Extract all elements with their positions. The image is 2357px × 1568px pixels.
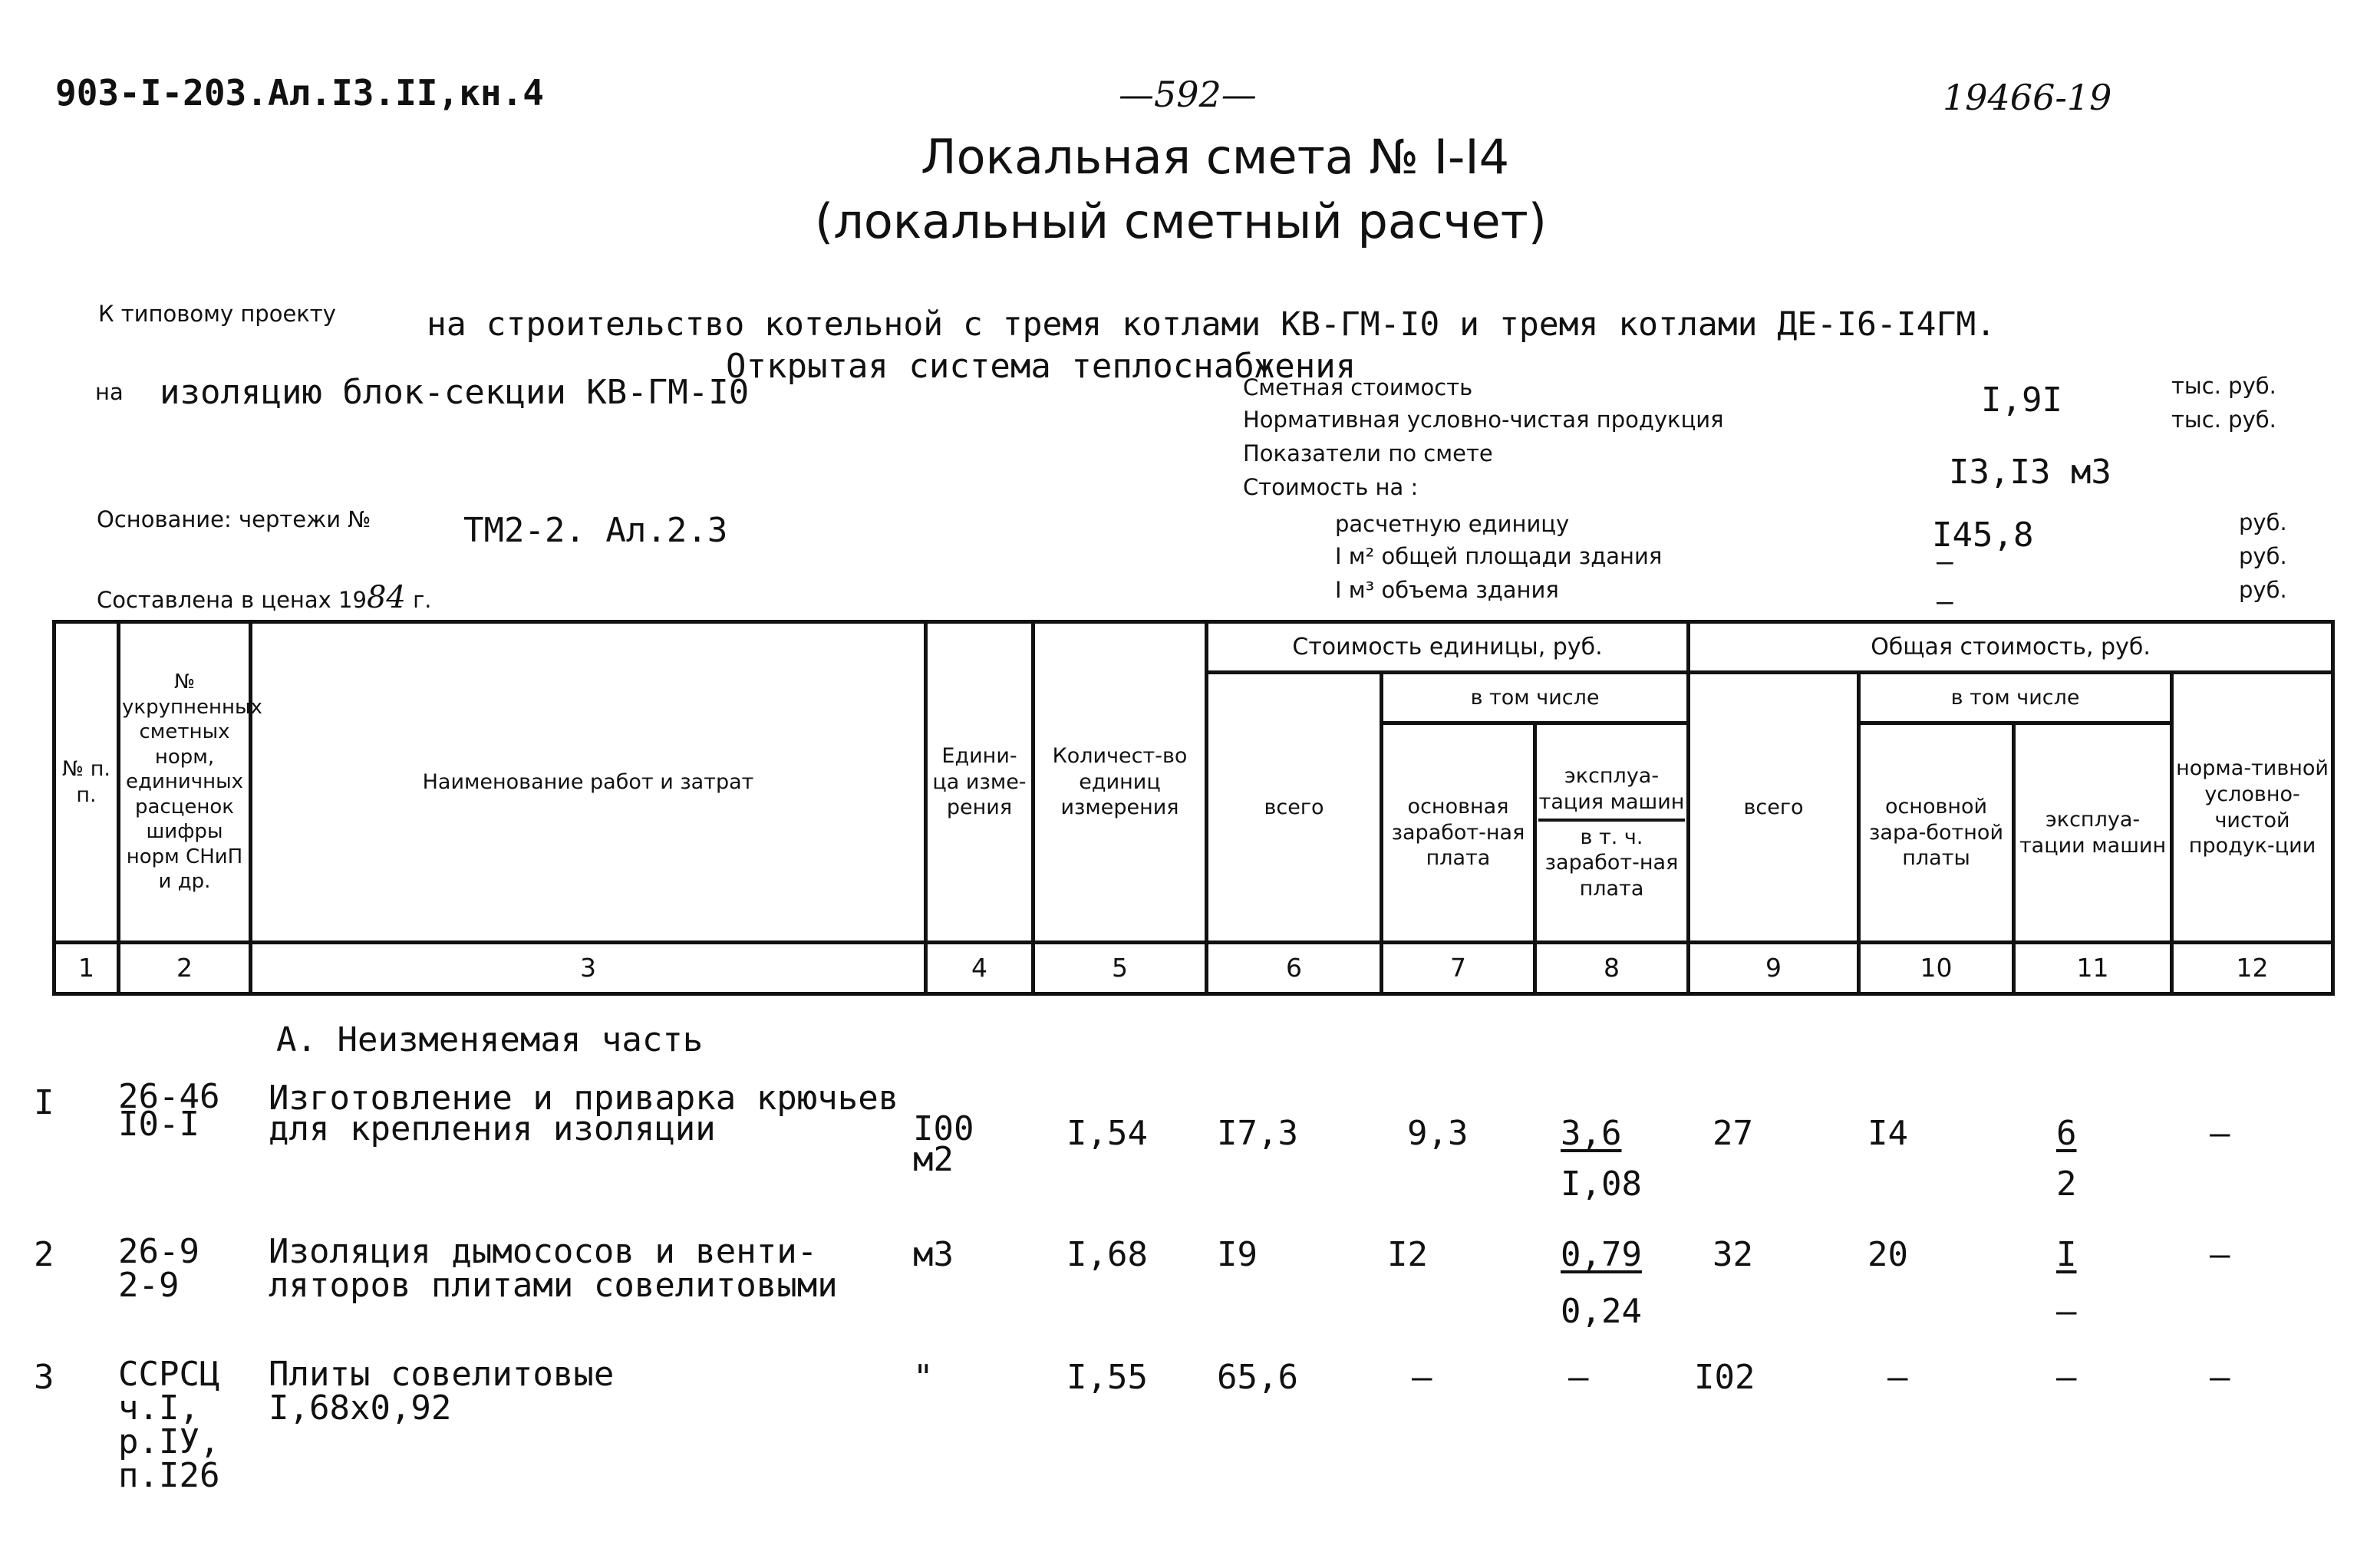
col-index-8: 8 [1535,943,1689,994]
to-project-value: на строительство котельной с тремя котлами КВ-ГМ-I0 и тремя котлами ДЕ-I6-I4ГМ. [427,305,1996,344]
row-code [118,1355,220,1495]
row-unit: м3 [913,1235,954,1274]
system-line: Открытая система теплоснабжения [726,347,1357,386]
row-net-production: – [2210,1114,2230,1153]
row-name [269,1355,615,1428]
basis-label: Основание: чертежи № [97,506,371,532]
row-unit-cost-machines-salary: I,08 [1561,1164,1642,1204]
col-index-1: 1 [54,943,119,994]
estimated-cost-unit: тыс. руб. [2171,373,2276,399]
row-total-machines-salary: – [2056,1292,2077,1331]
row-quantity: I,68 [1066,1235,1148,1274]
prices-label [97,580,432,615]
row-net-production: – [2210,1358,2230,1397]
col-net-production-header: норма-тивной условно-чистой продук-ции [2172,673,2333,943]
col-index-7: 7 [1382,943,1535,994]
col-index-12: 12 [2172,943,2333,994]
row-number: 2 [34,1235,54,1274]
row-unit-cost-machines: – [1568,1358,1589,1397]
total-cost-group-header: Общая стоимость, руб. [1689,622,2333,673]
to-project-label: К типовому проекту [98,301,336,327]
row-name-line: Плиты совелитовые [269,1355,615,1394]
net-production-label: Нормативная условно-чистая продукция [1243,407,1724,433]
net-production-value: I,9I [1981,380,2062,420]
row-unit-line: I00 [913,1109,974,1148]
section-title: А. Неизменяемая часть [276,1020,704,1059]
row-number: I [34,1083,54,1122]
estimate-header-table [52,620,2335,996]
col-qty-header: Количест-во единиц измерения [1033,622,1207,943]
row-total: 32 [1713,1235,1753,1274]
basis-value: ТМ2-2. Ал.2.3 [463,511,728,550]
row-total: 27 [1713,1114,1753,1153]
col-unit-salary-header: основная заработ-ная плата [1382,723,1535,943]
row-number: 3 [34,1358,54,1397]
volume-cost-label: I м³ объема здания [1335,577,1559,603]
unit-cost-group-header: Стоимость единицы, руб. [1207,622,1689,673]
col-unit-header: Едини-ца изме-рения [926,622,1033,943]
area-cost-value: – [1937,546,1953,578]
row-unit-cost-total: I9 [1217,1235,1258,1274]
row-code-line: п.I26 [118,1456,220,1495]
row-code-line: ССРСЦ [118,1355,220,1394]
row-total-salary: I4 [1867,1114,1908,1153]
machines-salary-header: в т. ч. заработ-ная плата [1544,825,1679,901]
estimated-cost-label: Сметная стоимость [1243,374,1473,400]
estimate-title: Локальная смета № I-I4 [921,129,1510,185]
col-index-5: 5 [1033,943,1207,994]
col-number-header: № п. п. [54,622,119,943]
col-index-6: 6 [1207,943,1382,994]
inventory-number: 19466-19 [1943,77,2112,118]
row-quantity: I,55 [1066,1358,1148,1397]
row-unit-line: м2 [913,1140,954,1179]
row-unit-cost-machines-salary: 0,24 [1561,1292,1642,1331]
row-unit-cost-salary: – [1412,1358,1432,1397]
on-label: на [95,379,124,405]
unit-cost-label: расчетную единицу [1335,511,1570,537]
row-total-machines: I [2056,1235,2077,1274]
row-unit-cost-salary: I2 [1387,1235,1428,1274]
row-code-line: 26-9 [118,1232,199,1271]
row-total: I02 [1694,1358,1755,1397]
area-cost-unit: руб. [2239,543,2287,569]
col-index-9: 9 [1689,943,1859,994]
row-total-machines: 6 [2056,1114,2077,1153]
row-code [118,1232,199,1305]
col-index-11: 11 [2014,943,2172,994]
prices-suffix: г. [413,587,432,613]
row-unit-cost-machines: 0,79 [1561,1235,1642,1274]
row-quantity: I,54 [1066,1114,1148,1153]
row-code-line: р.IУ, [118,1422,220,1461]
row-code-line: 2-9 [118,1266,180,1305]
row-total-machines: – [2056,1358,2077,1397]
net-production-unit: тыс. руб. [2171,407,2276,433]
row-unit-cost-machines: 3,6 [1561,1114,1622,1153]
col-index-2: 2 [119,943,251,994]
indicators-label: Показатели по смете [1243,440,1493,466]
unit-cost-unit: руб. [2239,509,2287,535]
col-unit-total-header: всего [1207,673,1382,943]
row-code [118,1077,220,1144]
col-code-header: № укрупненных сметных норм, единичных расценок шифры норм СНиП и др. [119,622,251,943]
row-name-line: I,68х0,92 [269,1388,452,1428]
volume-cost-unit: руб. [2239,577,2287,603]
page-number: —592— [1119,74,1257,115]
estimate-subtitle: (локальный сметный расчет) [815,193,1547,249]
prices-year: 84 [366,580,406,615]
row-total-machines-salary: 2 [2056,1164,2077,1204]
row-name-line: для крепления изоляции [269,1109,716,1148]
col-total-header: всего [1689,673,1859,943]
document-code: 903-I-203.Ал.I3.II,кн.4 [55,72,544,114]
unit-cost-value: I45,8 [1932,516,2034,555]
row-code-line: ч.I, [118,1388,199,1428]
row-total-salary: – [1887,1358,1908,1397]
col-index-10: 10 [1859,943,2014,994]
area-cost-label: I м² общей площади здания [1335,543,1663,569]
on-value: изоляцию блок-секции КВ-ГМ-I0 [160,373,750,412]
row-net-production: – [2210,1235,2230,1274]
row-code-line: I0-I [118,1105,199,1144]
total-including-header: в том числе [1859,673,2172,723]
row-code-line: 26-46 [118,1077,220,1116]
row-name-line: ляторов плитами совелитовыми [269,1266,838,1305]
volume-cost-value: – [1937,586,1953,618]
col-name-header: Наименование работ и затрат [251,622,926,943]
prices-text: Составлена в ценах 19 [97,587,367,613]
col-total-salary-header: основной зара-ботной платы [1859,723,2014,943]
machines-header-top: эксплуа-тация машин [1538,763,1685,822]
col-total-machines-header: эксплуа-тации машин [2014,723,2172,943]
row-unit-cost-total: I7,3 [1217,1114,1298,1153]
unit-including-header: в том числе [1382,673,1689,723]
col-index-3: 3 [251,943,926,994]
row-unit [913,1109,974,1179]
row-name-line: Изготовление и приварка крючьев [269,1079,899,1118]
row-name [269,1232,838,1305]
indicators-value: I3,I3 м3 [1949,453,2111,492]
row-unit-cost-salary: 9,3 [1407,1114,1469,1153]
col-unit-machines-header [1535,723,1689,943]
row-unit-cost-total: 65,6 [1217,1358,1298,1397]
row-name-line: Изоляция дымососов и венти- [269,1232,818,1271]
row-name [269,1079,899,1148]
cost-per-label: Стоимость на : [1243,474,1419,500]
row-total-salary: 20 [1867,1235,1908,1274]
col-index-4: 4 [926,943,1033,994]
row-unit: " [913,1358,934,1397]
